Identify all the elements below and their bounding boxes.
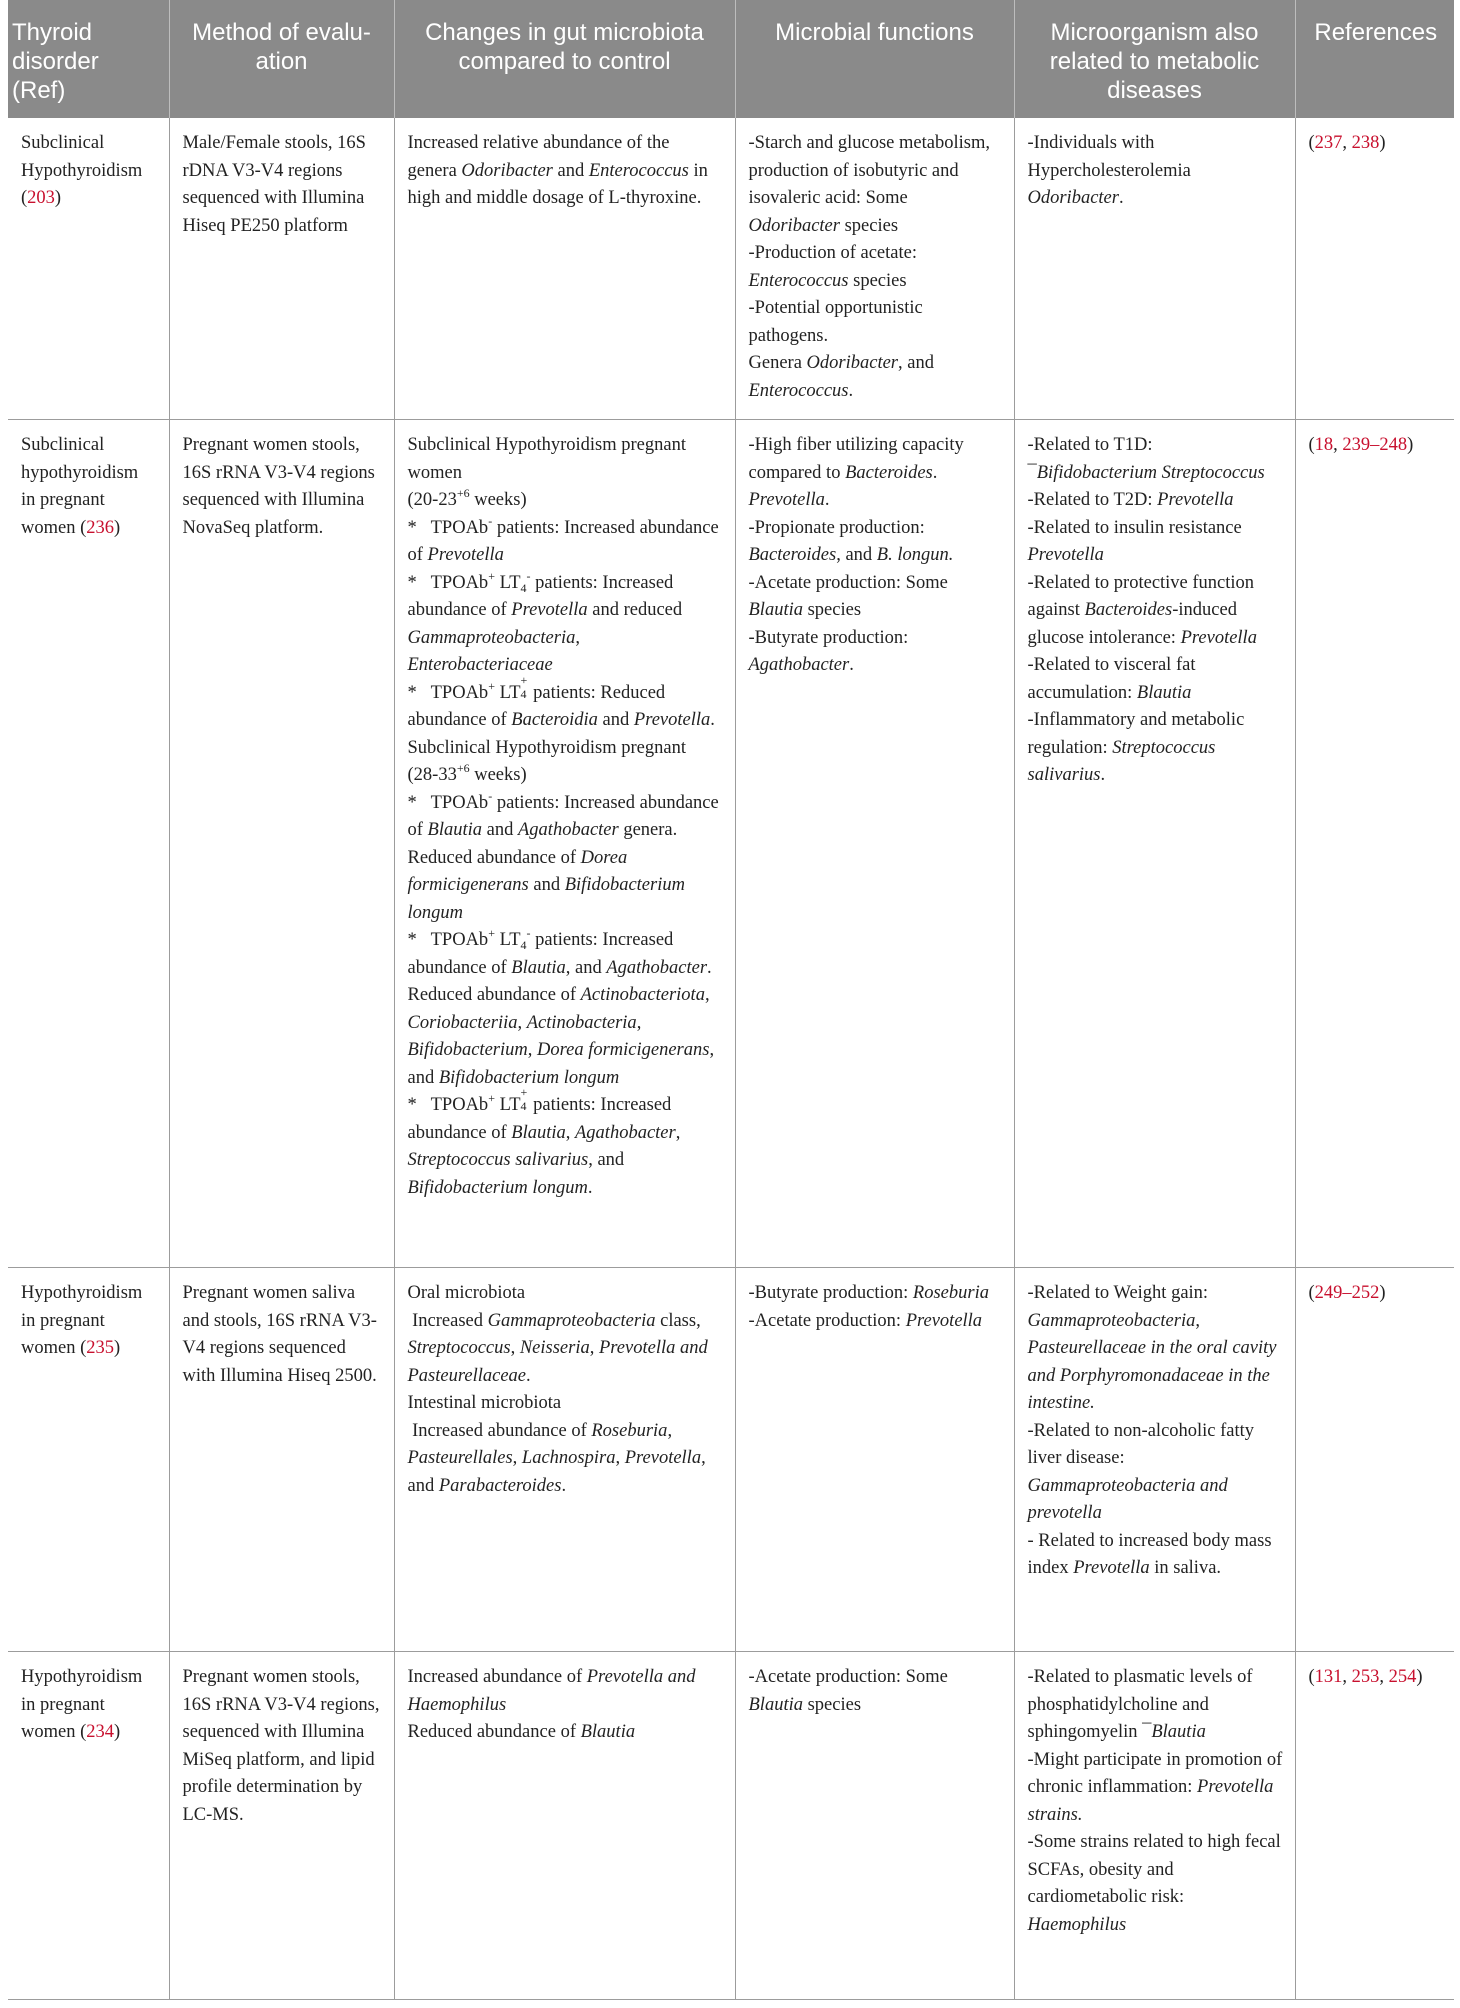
table-row <box>8 1268 1454 1652</box>
thyroid-microbiota-table <box>8 0 1454 2000</box>
cell-method: Pregnant women saliva and stools, 16S rRNA V3-V4 regions sequenced with Illumina Hiseq 2500. <box>169 1268 394 1652</box>
cell-changes: Increased relative abundance of the genera Odoribacter and Enterococcus in high and middle dosage of L-thyroxine. <box>394 118 735 420</box>
cell-changes: Subclinical Hypothyroidism pregnant women ($20-23^{+6}$ weeks) * TPOAb- patients: Increased abundance of Prevotella * TPOAb+ $LT_4^-$ patients: Increased abundance of Prevotella and reduced Gammaproteobacteria, Enterobacteriaceae * TPOAb+ LT + 4 patients: Reduced abundance of Bacteroidia and Prevotella. Subclinical Hypothyroidism pregnant ($28-33^{+6}$ weeks) * TPOAb- patients: Increased abundance of Blautia and Agathobacter genera. Reduced abundance of Dorea formicigenerans and Bifidobacterium longum * TPOAb+ $LT_4^-$ patients: Increased abundance of Blautia, and Agathobacter. Reduced abundance of Actinobacteriota, Coriobacteriia, Actinobacteria, Bifidobacterium, Dorea formicigenerans, and Bifidobacterium longum * TPOAb+ LT + 4 patients: Increased abundance of Blautia, Agathobacter, Streptococcus salivarius, and Bifidobacterium longum. <box>394 420 735 1268</box>
header-references: References <box>1295 0 1454 118</box>
cell-disorder: Subclinical hypothyroidism in pregnant women (236) <box>8 420 169 1268</box>
header-method: Method of evalu- ation <box>169 0 394 118</box>
cell-method: Pregnant women stools, 16S rRNA V3-V4 regions sequenced with Illumina NovaSeq platform. <box>169 420 394 1268</box>
cell-functions: -Acetate production: Some Blautia species <box>735 1652 1014 2000</box>
cell-method: Pregnant women stools, 16S rRNA V3-V4 regions, sequenced with Illumina MiSeq platform, and lipid profile determination by LC-MS. <box>169 1652 394 2000</box>
cell-disorder: Subclinical Hypothyroidism (203) <box>8 118 169 420</box>
cell-functions: -Butyrate production: Roseburia -Acetate production: Prevotella <box>735 1268 1014 1652</box>
cell-metabolic: -Individuals with Hypercholesterolemia Odoribacter. <box>1014 118 1295 420</box>
cell-disorder: Hypothyroidism in pregnant women (235) <box>8 1268 169 1652</box>
cell-metabolic: -Related to Weight gain: Gammaproteobacteria, Pasteurellaceae in the oral cavity and Porphyromonadaceae in the intestine. -Related to non-alcoholic fatty liver disease: Gammaproteobacteria and prevotella - Related to increased body mass index Prevotella in saliva. <box>1014 1268 1295 1652</box>
header-row <box>8 0 1454 118</box>
table-row <box>8 1652 1454 2000</box>
cell-references: (237, 238) <box>1295 118 1454 420</box>
cell-method: Male/Female stools, 16S rDNA V3-V4 regions sequenced with Illumina Hiseq PE250 platform <box>169 118 394 420</box>
header-metabolic: Microorganism also related to metabolic diseases <box>1014 0 1295 118</box>
cell-disorder: Hypothyroidism in pregnant women (234) <box>8 1652 169 2000</box>
cell-references: (249–252) <box>1295 1268 1454 1652</box>
header-changes: Changes in gut microbiota compared to control <box>394 0 735 118</box>
cell-metabolic: -Related to plasmatic levels of phosphatidylcholine and sphingomyelin ¯Blautia -Might participate in promotion of chronic inflammation: Prevotella strains. -Some strains related to high fecal SCFAs, obesity and cardiometabolic risk: Haemophilus <box>1014 1652 1295 2000</box>
table-header <box>8 0 1454 118</box>
cell-functions: -High fiber utilizing capacity compared to Bacteroides. Prevotella. -Propionate production: Bacteroides, and B. longun. -Acetate production: Some Blautia species -Butyrate production: Agathobacter. <box>735 420 1014 1268</box>
cell-functions: -Starch and glucose metabolism, production of isobutyric and isovaleric acid: Some Odoribacter species -Production of acetate: Enterococcus species -Potential opportunistic pathogens. Genera Odoribacter, and Enterococcus. <box>735 118 1014 420</box>
header-thyroid-disorder: Thyroid disorder (Ref) <box>8 0 169 118</box>
table-body <box>8 118 1454 2000</box>
header-functions: Microbial functions <box>735 0 1014 118</box>
cell-references: (131, 253, 254) <box>1295 1652 1454 2000</box>
cell-metabolic: -Related to T1D: ¯Bifidobacterium Streptococcus -Related to T2D: Prevotella -Related to insulin resistance Prevotella -Related to protective function against Bacteroides-induced glucose intolerance: Prevotella -Related to visceral fat accumulation: Blautia -Inflammatory and metabolic regulation: Streptococcus salivarius. <box>1014 420 1295 1268</box>
table-row <box>8 118 1454 420</box>
cell-references: (18, 239–248) <box>1295 420 1454 1268</box>
table-row <box>8 420 1454 1268</box>
cell-changes: Increased abundance of Prevotella and Haemophilus Reduced abundance of Blautia <box>394 1652 735 2000</box>
cell-changes: Oral microbiota Increased Gammaproteobacteria class, Streptococcus, Neisseria, Prevotella and Pasteurellaceae. Intestinal microbiota Increased abundance of Roseburia, Pasteurellales, Lachnospira, Prevotella, and Parabacteroides. <box>394 1268 735 1652</box>
